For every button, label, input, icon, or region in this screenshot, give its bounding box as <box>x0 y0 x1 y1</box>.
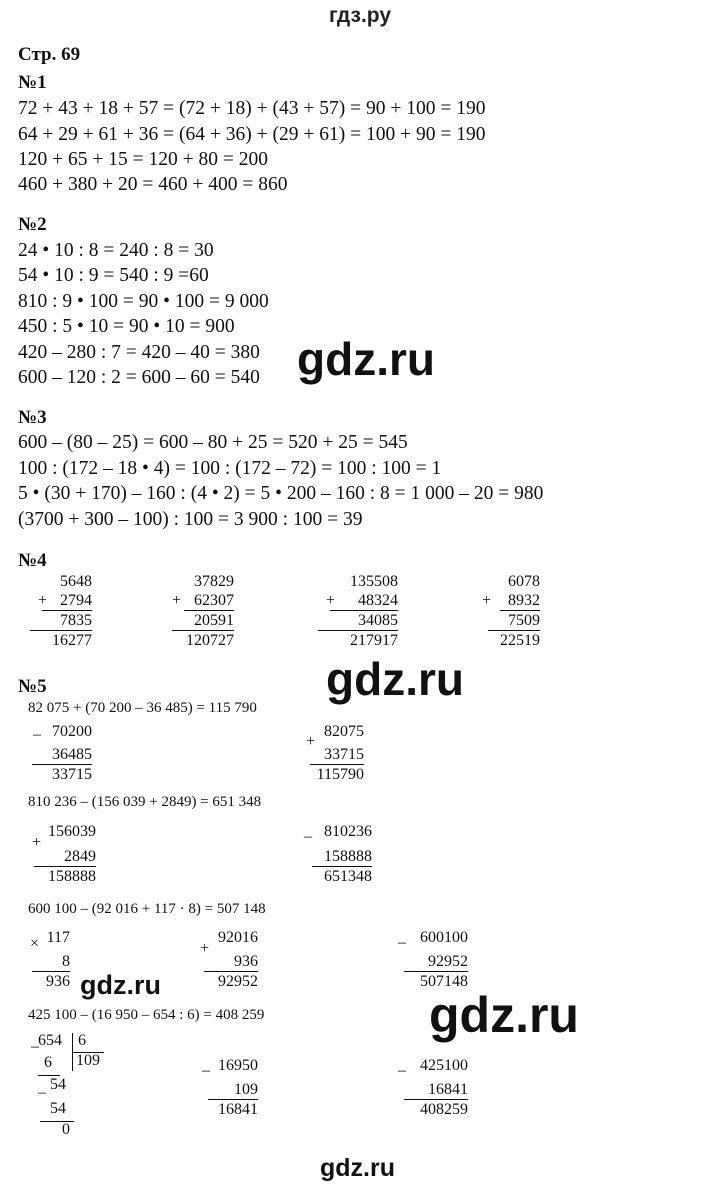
addend: 62307 <box>194 592 234 609</box>
minuend: 600100 <box>420 929 468 946</box>
task-1-line: 64 + 29 + 61 + 36 = (64 + 36) + (29 + 61) = 100 + 90 = 190 <box>18 124 486 145</box>
addend: 156039 <box>48 823 96 840</box>
times-sign: × <box>30 935 40 952</box>
column-subtraction <box>32 722 92 784</box>
sum: 217917 <box>318 630 398 650</box>
subtrahend: 92952 <box>428 953 468 970</box>
watermark: gdz.ru <box>320 1154 395 1182</box>
addend: 37829 <box>194 573 234 590</box>
difference: 507148 <box>404 971 468 991</box>
subtrahend: 109 <box>234 1081 258 1098</box>
column-subtraction <box>208 1056 258 1119</box>
addend: 6078 <box>508 573 540 590</box>
addend: 2794 <box>60 592 92 609</box>
addend: 34085 <box>330 610 398 630</box>
addend: 5648 <box>60 573 92 590</box>
addend: 135508 <box>350 573 398 590</box>
minuend: 16950 <box>218 1057 258 1074</box>
plus-sign: + <box>200 940 210 957</box>
subtrahend: 36485 <box>52 746 92 763</box>
page-label: Стр. 69 <box>18 44 81 65</box>
sum: 120727 <box>172 630 234 650</box>
plus-sign: + <box>306 733 316 750</box>
task-1-line: 72 + 43 + 18 + 57 = (72 + 18) + (43 + 57) = 90 + 100 = 190 <box>18 98 486 119</box>
sum: 158888 <box>34 866 96 886</box>
addend: 33715 <box>324 746 364 763</box>
partial-subtrahend: 6 <box>44 1054 52 1071</box>
difference: 16841 <box>208 1099 258 1119</box>
expression: 425 100 – (16 950 – 654 : 6) = 408 259 <box>28 1007 265 1023</box>
addend: 936 <box>234 953 258 970</box>
sum: 115790 <box>310 764 364 784</box>
difference: 33715 <box>32 764 92 784</box>
difference: 408259 <box>404 1099 468 1119</box>
task-2-line: 600 – 120 : 2 = 600 – 60 = 540 <box>18 367 260 388</box>
expression: 810 236 – (156 039 + 2849) = 651 348 <box>28 794 262 810</box>
minus-sign: – <box>33 726 41 743</box>
column-addition <box>488 572 540 650</box>
partial-remainder: 54 <box>50 1076 66 1093</box>
addend: 7509 <box>500 610 540 630</box>
minus-sign: – <box>38 1084 46 1101</box>
factor: 8 <box>62 953 70 970</box>
minuend: 70200 <box>52 723 92 740</box>
task-5-label: №5 <box>18 676 47 697</box>
minus-sign: – <box>202 1062 210 1079</box>
difference: 651348 <box>312 866 372 886</box>
column-subtraction <box>312 822 372 886</box>
addend: 92016 <box>218 929 258 946</box>
addend: 2849 <box>64 848 96 865</box>
column-addition <box>34 822 96 886</box>
site-title: гдз.ру <box>328 4 392 27</box>
final-remainder: 0 <box>62 1121 70 1138</box>
expression: 82 075 + (70 200 – 36 485) = 115 790 <box>28 700 257 716</box>
column-addition <box>318 572 398 650</box>
product: 936 <box>32 971 70 991</box>
factor: 117 <box>46 929 70 946</box>
minus-sign: – <box>398 1062 406 1079</box>
plus-sign: + <box>172 592 182 609</box>
column-addition <box>172 572 234 650</box>
addend: 48324 <box>358 592 398 609</box>
task-2-line: 54 • 10 : 9 = 540 : 9 =60 <box>18 265 209 286</box>
column-subtraction <box>404 1056 468 1119</box>
task-3-line: 600 – (80 – 25) = 600 – 80 + 25 = 520 + 25 = 545 <box>18 432 408 453</box>
plus-sign: + <box>38 592 48 609</box>
task-1-line: 120 + 65 + 15 = 120 + 80 = 200 <box>18 149 268 170</box>
column-subtraction <box>404 928 468 991</box>
addend: 20591 <box>184 610 234 630</box>
watermark: gdz.ru <box>429 987 579 1043</box>
divisor: 6 <box>78 1032 86 1049</box>
task-3-line: 100 : (172 – 18 • 4) = 100 : (172 – 72) = 100 : 100 = 1 <box>18 458 442 479</box>
expression: 600 100 – (92 016 + 117 · 8) = 507 148 <box>28 901 266 917</box>
minus-sign: – <box>398 934 406 951</box>
partial-subtrahend: 54 <box>50 1100 66 1117</box>
subtrahend: 16841 <box>428 1081 468 1098</box>
subtrahend: 158888 <box>324 848 372 865</box>
watermark: gdz.ru <box>326 653 464 705</box>
task-2-line: 420 – 280 : 7 = 420 – 40 = 380 <box>18 342 260 363</box>
quotient: 109 <box>76 1052 100 1069</box>
plus-sign: + <box>32 834 42 851</box>
minuend: 425100 <box>420 1057 468 1074</box>
task-3-label: №3 <box>18 407 47 428</box>
task-1-label: №1 <box>18 72 47 93</box>
task-2-label: №2 <box>18 214 47 235</box>
addend: 7835 <box>42 610 92 630</box>
addend: 8932 <box>508 592 540 609</box>
column-addition <box>204 928 258 991</box>
plus-sign: + <box>482 592 492 609</box>
watermark: gdz.ru <box>80 970 161 1000</box>
sum: 92952 <box>204 971 258 991</box>
column-addition <box>30 572 92 650</box>
task-1-line: 460 + 380 + 20 = 460 + 400 = 860 <box>18 174 288 195</box>
task-2-line: 450 : 5 • 10 = 90 • 10 = 900 <box>18 316 235 337</box>
minuend: 810236 <box>324 823 372 840</box>
task-4-label: №4 <box>18 550 47 571</box>
watermark: gdz.ru <box>297 333 435 385</box>
minus-sign: – <box>304 828 312 845</box>
dividend: 654 <box>38 1032 62 1049</box>
sum: 22519 <box>488 630 540 650</box>
column-addition <box>310 722 364 784</box>
plus-sign: + <box>326 592 336 609</box>
task-2-line: 24 • 10 : 8 = 240 : 8 = 30 <box>18 240 214 261</box>
minus-sign: – <box>31 1038 39 1055</box>
task-3-line: 5 • (30 + 170) – 160 : (4 • 2) = 5 • 200 – 160 : 8 = 1 000 – 20 = 980 <box>18 483 544 504</box>
sum: 16277 <box>30 630 92 650</box>
task-3-line: (3700 + 300 – 100) : 100 = 3 900 : 100 = 39 <box>18 509 363 530</box>
task-2-line: 810 : 9 • 100 = 90 • 100 = 9 000 <box>18 291 269 312</box>
addend: 82075 <box>324 723 364 740</box>
